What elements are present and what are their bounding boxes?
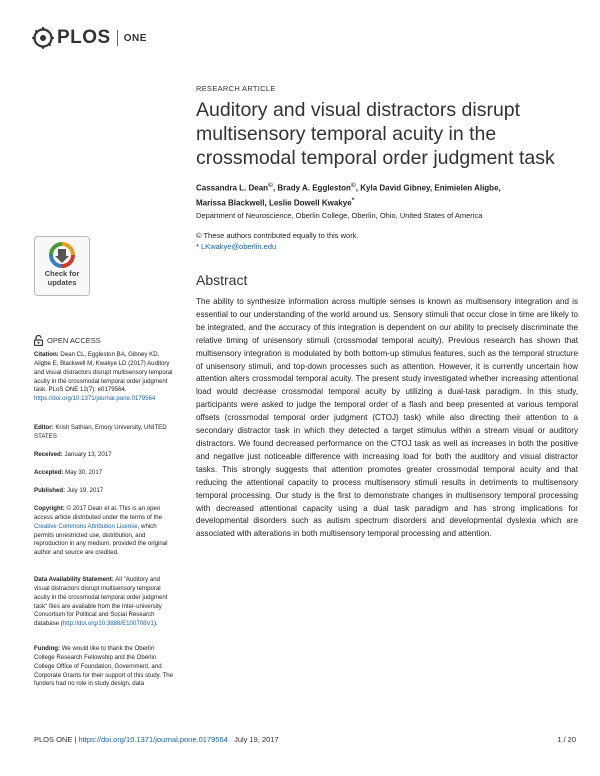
footer-doi-link[interactable]: https://doi.org/10.1371/journal.pone.0179564 — [78, 735, 228, 744]
author-name[interactable]: Kyla David Gibney — [360, 183, 430, 193]
logo-divider — [117, 30, 118, 46]
author-marker: © — [268, 182, 273, 189]
editor-block — [34, 424, 174, 442]
author-marker: © — [350, 182, 356, 189]
corresponding-email — [196, 242, 276, 251]
citation-doi-link[interactable]: https://doi.org/10.1371/journal.pone.0179564 — [34, 395, 156, 403]
author-name[interactable]: Enimielen Aligbe — [434, 183, 499, 193]
footer-separator: | — [74, 735, 77, 744]
page-number: 1 / 20 — [557, 735, 576, 744]
citation-label: Citation: — [34, 351, 59, 358]
author-list: Cassandra L. Dean©, Brady A. Eggleston©, Kyla David Gibney, Enimielen Aligbe, Marissa Blackwell, Leslie Dowell Kwakye* — [196, 182, 501, 208]
logo-brand: PLOS — [57, 27, 111, 48]
editor-text: Krish Sathian, Emory University, UNITED STATES — [34, 424, 167, 440]
copyright-block — [34, 505, 174, 558]
data-doi-link[interactable]: http://doi.org/10.3886/E100708V1 — [62, 620, 154, 628]
open-access-text: OPEN ACCESS — [47, 336, 101, 345]
received-date: January 13, 2017 — [64, 451, 112, 458]
editor-label: Editor: — [34, 424, 54, 431]
article-type: RESEARCH ARTICLE — [196, 84, 276, 93]
data-availability-block — [34, 576, 174, 629]
author-marker: * — [351, 197, 355, 205]
abstract-heading: Abstract — [196, 272, 248, 288]
data-availability-text: All "Auditory and visual distractors disrupt multisensory temporal acuity in the crossmodal temporal order judgment task" files are available from the Inter-university Consortium for Political and Social Research database ( — [34, 576, 168, 628]
badge-line-2: updates — [47, 278, 77, 287]
equal-contribution-note: © These authors contributed equally to this work. — [196, 231, 359, 240]
page-footer — [34, 735, 279, 744]
citation-text: Dean CL, Eggleston BA, Gibney KD, Aligbe E, Blackwell M, Kwakye LD (2017) Auditory and visual distractors disrupt multisensory temporal acuity in the crossmodal temporal order judgment task. PLoS ONE 12(7): e0179564. — [34, 351, 173, 394]
accepted-block — [34, 469, 174, 478]
author-name[interactable]: Marissa Blackwell — [196, 198, 265, 208]
data-availability-end: ). — [153, 620, 158, 628]
citation-block — [34, 351, 174, 404]
article-title: Auditory and visual distractors disrupt multisensory temporal acuity in the crossmodal temporal order judgment task — [196, 99, 555, 169]
published-block — [34, 487, 174, 496]
copyright-label: Copyright: — [34, 505, 65, 512]
badge-line-1: Check for — [44, 269, 80, 278]
received-label: Received: — [34, 451, 63, 458]
open-access-label — [34, 335, 101, 346]
open-lock-icon — [34, 335, 43, 346]
author-name[interactable]: Leslie Dowell Kwakye — [268, 198, 352, 208]
funding-text: We would like to thank the Oberlin College Research Fellowship and the Oberlin College Office of Foundation, Government, and Corporate Grants for their support of this study. The funders had no role in study design, data — [34, 645, 173, 688]
funding-block — [34, 645, 174, 689]
check-for-updates-badge[interactable] — [34, 236, 90, 296]
plos-logo-icon — [32, 27, 54, 49]
footer-date: July 19, 2017 — [234, 735, 279, 744]
logo-journal: ONE — [123, 32, 147, 44]
received-block — [34, 451, 174, 460]
copyright-text: © 2017 Dean et al. This is an open access article distributed under the terms of the — [34, 505, 163, 521]
email-link[interactable]: LKwakye@oberlin.edu — [201, 242, 277, 251]
affiliation: Department of Neuroscience, Oberlin College, Oberlin, Ohio, United States of America — [196, 211, 483, 220]
funding-label: Funding: — [34, 645, 61, 652]
published-date: July 19, 2017 — [66, 487, 104, 494]
check-for-updates-icon — [48, 241, 76, 269]
published-label: Published: — [34, 487, 66, 494]
author-name[interactable]: Cassandra L. Dean — [196, 183, 269, 193]
footer-journal: PLOS ONE — [34, 735, 73, 744]
abstract-text: The ability to synthesize information across multiple senses is known as multisensory integration and is essential to our understanding of the world around us. Sensory stimuli that occur close in time are likely to be integrated, and the accuracy of this integration is dependent on our ability to precisely discriminate the relative timing of unisensory stimuli (crossmodal temporal acuity). Previous research has shown that multisensory integration is modulated by both bottom-up stimulus features, such as the temporal structure of unisensory stimuli, and top-down processes such as attention. However, it is currently uncertain how attention alters crossmodal temporal acuity. The present study investigated whether increasing attentional load would decrease crossmodal temporal acuity by utilizing a dual-task paradigm. In this study, participants were asked to judge the temporal order of a flash and beep presented at various temporal offsets (crossmodal temporal order judgment (CTOJ) task) while also directing their attention to a secondary distractor task in which they detected a target stimulus within a stream visual or auditory distractors. We found decreased performance on the CTOJ task as well as increases in both the positive and negative just noticeable difference with increasing load for both the auditory and visual distractor tasks. This strongly suggests that attention promotes greater crossmodal temporal acuity and that reducing the attentional capacity to process multisensory stimuli results in detriments to multisensory temporal processing. Our study is the first to demonstrate changes in multisensory temporal processing with decreased attentional capacity using a dual task paradigm and has strong implications for developmental disorders such as autism spectrum disorders and developmental dyslexia which are associated with alterations in both multisensory temporal processing and attention. — [196, 297, 578, 539]
copyright-text-end: , which permits unrestricted use, distribution, and reproduction in any medium, provided the original author and source are credited. — [34, 522, 168, 557]
license-link[interactable]: Creative Commons Attribution License — [34, 522, 138, 530]
plos-one-logo[interactable] — [32, 26, 147, 50]
accepted-date: May 30, 2017 — [65, 469, 103, 476]
accepted-label: Accepted: — [34, 469, 64, 476]
data-availability-label: Data Availability Statement: — [34, 576, 114, 583]
email-marker: * — [196, 242, 199, 251]
author-name[interactable]: Brady A. Eggleston — [277, 183, 351, 193]
